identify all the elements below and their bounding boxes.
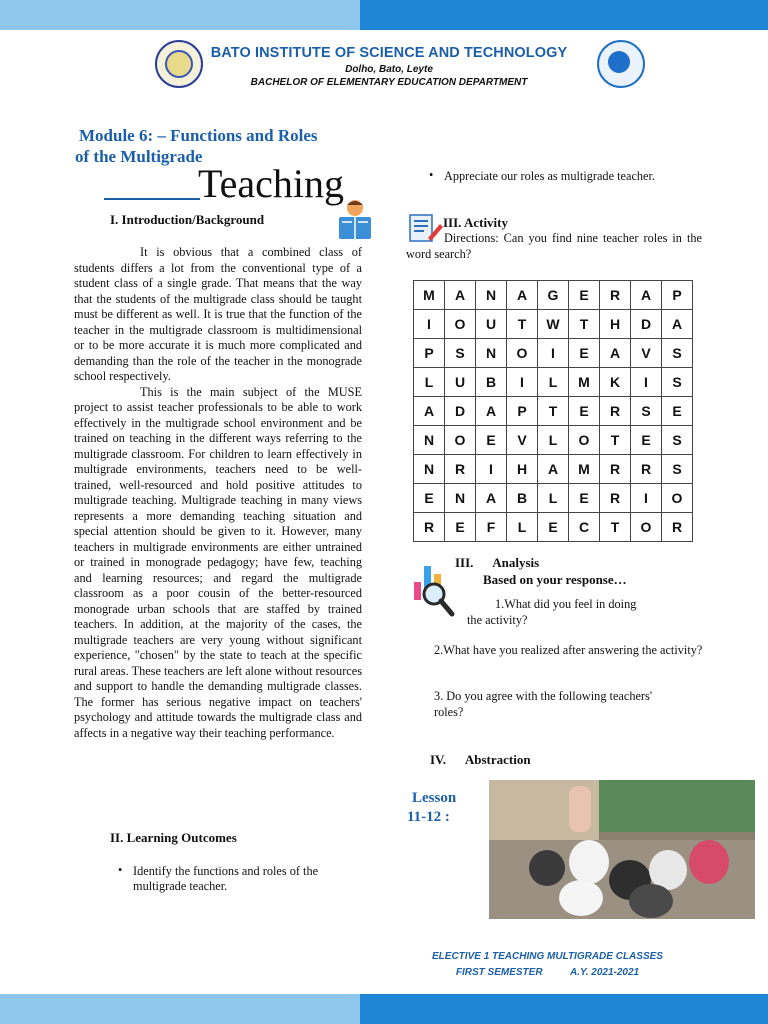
word-search-cell: E <box>445 513 476 542</box>
footer-academic-year: A.Y. 2021-2021 <box>569 967 640 978</box>
word-search-grid <box>413 280 693 542</box>
learning-outcome-item: • Identify the functions and roles of the multigrade teacher. <box>113 864 363 894</box>
word-search-row <box>414 339 693 368</box>
activity-directions: Directions: Can you find nine teacher roles in the word search? <box>406 231 702 261</box>
institution-header <box>205 45 573 88</box>
word-search-cell: I <box>476 455 507 484</box>
analysis-question-1-line2: the activity? <box>467 612 528 627</box>
word-search-cell: A <box>414 397 445 426</box>
bottom-banner <box>0 994 768 1024</box>
word-search-cell: R <box>600 484 631 513</box>
word-search-cell: S <box>631 397 662 426</box>
word-search-cell: E <box>569 339 600 368</box>
word-search-cell: E <box>476 426 507 455</box>
word-search-cell: T <box>600 513 631 542</box>
word-search-cell: R <box>600 281 631 310</box>
word-search-cell: B <box>476 368 507 397</box>
lesson-label-line2: 11-12 : <box>407 809 450 825</box>
word-search-cell: S <box>662 426 693 455</box>
word-search-cell: I <box>414 310 445 339</box>
photo-chalkboard <box>599 780 755 832</box>
word-search-cell: U <box>476 310 507 339</box>
word-search-cell: L <box>538 484 569 513</box>
word-search-cell: T <box>538 397 569 426</box>
analysis-question-1 <box>467 597 712 628</box>
department-name: BACHELOR OF ELEMENTARY EDUCATION DEPARTMENT <box>250 77 528 88</box>
word-search-cell: A <box>538 455 569 484</box>
word-search-cell: O <box>445 310 476 339</box>
word-search-cell: A <box>662 310 693 339</box>
word-search-cell: A <box>507 281 538 310</box>
page-footer <box>420 949 675 981</box>
bottom-banner-light <box>0 994 360 1024</box>
photo-student <box>529 850 565 886</box>
photo-teacher <box>569 786 591 832</box>
word-search-cell: G <box>538 281 569 310</box>
word-search-cell: O <box>631 513 662 542</box>
word-search-cell: B <box>507 484 538 513</box>
word-search-row <box>414 484 693 513</box>
word-search-cell: U <box>445 368 476 397</box>
learning-outcomes-list-2 <box>424 169 684 184</box>
word-search-row <box>414 513 693 542</box>
word-search-row <box>414 426 693 455</box>
module-title-line2: of the Multigrade <box>75 147 203 166</box>
module-title-big-word: Teaching <box>198 161 345 206</box>
word-search-cell: A <box>445 281 476 310</box>
word-search-cell: R <box>600 455 631 484</box>
word-search-cell: I <box>631 484 662 513</box>
word-search-cell: E <box>414 484 445 513</box>
analysis-heading <box>455 555 539 571</box>
word-search-cell: V <box>507 426 538 455</box>
word-search-cell: N <box>476 281 507 310</box>
introduction-heading: I. Introduction/Background <box>110 212 265 227</box>
word-search-cell: I <box>507 368 538 397</box>
word-search-cell: S <box>662 368 693 397</box>
word-search-cell: L <box>414 368 445 397</box>
learning-outcomes-list-1 <box>113 864 363 894</box>
word-search-row <box>414 368 693 397</box>
word-search-cell: E <box>569 397 600 426</box>
abstraction-heading <box>430 752 531 768</box>
learning-outcome-item: • Appreciate our roles as multigrade teacher. <box>424 169 684 184</box>
word-search-cell: H <box>600 310 631 339</box>
analysis-question-3: 3. Do you agree with the following teachers' roles? <box>434 689 653 719</box>
word-search-cell: L <box>538 426 569 455</box>
word-search-cell: T <box>507 310 538 339</box>
word-search-cell: S <box>662 339 693 368</box>
word-search-cell: E <box>569 281 600 310</box>
department-seal-logo <box>597 40 645 88</box>
word-search-cell: R <box>631 455 662 484</box>
top-banner-dark <box>360 0 768 30</box>
institution-seal-logo <box>155 40 203 88</box>
word-search-cell: M <box>414 281 445 310</box>
photo-student <box>629 884 673 918</box>
word-search-cell: E <box>538 513 569 542</box>
photo-student <box>689 840 729 884</box>
institution-name: BATO INSTITUTE OF SCIENCE AND TECHNOLOGY <box>210 45 568 61</box>
word-search-row <box>414 281 693 310</box>
introduction-paragraph-2: This is the main subject of the MUSE project to assist teacher professionals to be able to work effectively in the multigrade school environment and be trained on teaching in the different ways referring to the multigrade classroom. For children to learn effectively in multigrade environments, teachers need to be well-trained, well-resourced and hold positive attitudes to multigrade teaching. Multigrade teaching in many views represents a more demanding teaching situation and special attention should be given to it. However, many teachers in multigrade environments are either untrained or trained in monograde pedagogy; have few, teaching and learning resources; and regard the multigrade classroom as a poor cousin of the better-resourced monograde urban schools that are staffed by trained teachers. In addition, at the majority of the cases, the multigrade teachers are very young without significant experience, "chosen" by the state to teach at the specific rural areas. These teachers are left alone without resources and support to handle the demanding multigrade classes. The former has serious negative impact on teachers' psychology and attitude towards the multigrade class and affects in a negative way their teaching performance. <box>74 384 362 740</box>
word-search-cell: D <box>631 310 662 339</box>
word-search-cell: N <box>476 339 507 368</box>
word-search-cell: A <box>631 281 662 310</box>
word-search-cell: T <box>569 310 600 339</box>
word-search-cell: R <box>445 455 476 484</box>
word-search-cell: F <box>476 513 507 542</box>
word-search-cell: V <box>631 339 662 368</box>
word-search-cell: N <box>414 426 445 455</box>
word-search-cell: S <box>662 455 693 484</box>
word-search-cell: R <box>662 513 693 542</box>
word-search-cell: O <box>445 426 476 455</box>
word-search-cell: R <box>414 513 445 542</box>
word-search-cell: O <box>569 426 600 455</box>
word-search-row <box>414 455 693 484</box>
word-search-row <box>414 310 693 339</box>
word-search-cell: S <box>445 339 476 368</box>
word-search-cell: O <box>507 339 538 368</box>
activity-heading: III. Activity <box>443 215 508 230</box>
word-search-cell: L <box>538 368 569 397</box>
institution-address: Dolho, Bato, Leyte <box>345 64 433 75</box>
top-banner <box>0 0 768 30</box>
title-underline <box>104 198 200 200</box>
word-search-cell: A <box>600 339 631 368</box>
word-search-row <box>414 397 693 426</box>
word-search-cell: L <box>507 513 538 542</box>
word-search-cell: I <box>631 368 662 397</box>
classroom-photo <box>489 780 755 919</box>
reading-book-icon <box>336 197 374 241</box>
word-search-cell: E <box>631 426 662 455</box>
word-search-cell: A <box>476 397 507 426</box>
word-search-cell: M <box>569 455 600 484</box>
footer-semester: FIRST SEMESTER <box>455 967 543 978</box>
learning-outcomes-heading: II. Learning Outcomes <box>110 830 237 845</box>
word-search-cell: M <box>569 368 600 397</box>
word-search-cell: A <box>476 484 507 513</box>
module-title-line1: Module 6: – Functions and Roles <box>79 126 318 145</box>
footer-course: ELECTIVE 1 TEACHING MULTIGRADE CLASSES <box>432 951 663 962</box>
word-search-cell: K <box>600 368 631 397</box>
lesson-label-line1: Lesson <box>412 790 457 806</box>
introduction-text <box>74 245 362 741</box>
word-search-cell: T <box>600 426 631 455</box>
introduction-paragraph-1: It is obvious that a combined class of students differs a lot from the conventional type of a student class of a single grade. That means that the way that the students of the multigrade class should be taught must be different as well. It is true that the function of the teacher in the multigrade classroom is multidimensional or to be more accurate it is much more complicated and demanding than the role of the teacher in the monograde school respectively. <box>74 245 362 383</box>
abstraction-heading-number: IV. <box>430 752 447 767</box>
analysis-subheading: Based on your response… <box>483 572 627 587</box>
word-search-cell: O <box>662 484 693 513</box>
analysis-question-1-line1: 1.What did you feel in doing <box>495 597 637 611</box>
word-search-cell: C <box>569 513 600 542</box>
word-search-cell: P <box>662 281 693 310</box>
word-search-cell: N <box>414 455 445 484</box>
analysis-question-2: 2.What have you realized after answering the activity? <box>434 643 703 657</box>
analysis-heading-number: III. <box>455 555 474 570</box>
lesson-label <box>407 789 456 827</box>
word-search-cell: W <box>538 310 569 339</box>
word-search-cell: R <box>600 397 631 426</box>
word-search-cell: I <box>538 339 569 368</box>
analysis-heading-label: Analysis <box>492 555 540 570</box>
word-search-cell: N <box>445 484 476 513</box>
word-search-cell: P <box>507 397 538 426</box>
photo-student <box>559 880 603 916</box>
word-search-cell: H <box>507 455 538 484</box>
photo-student <box>569 840 609 884</box>
abstraction-heading-label: Abstraction <box>464 752 531 767</box>
word-search-cell: E <box>662 397 693 426</box>
word-search-cell: D <box>445 397 476 426</box>
word-search-cell: P <box>414 339 445 368</box>
word-search-cell: E <box>569 484 600 513</box>
